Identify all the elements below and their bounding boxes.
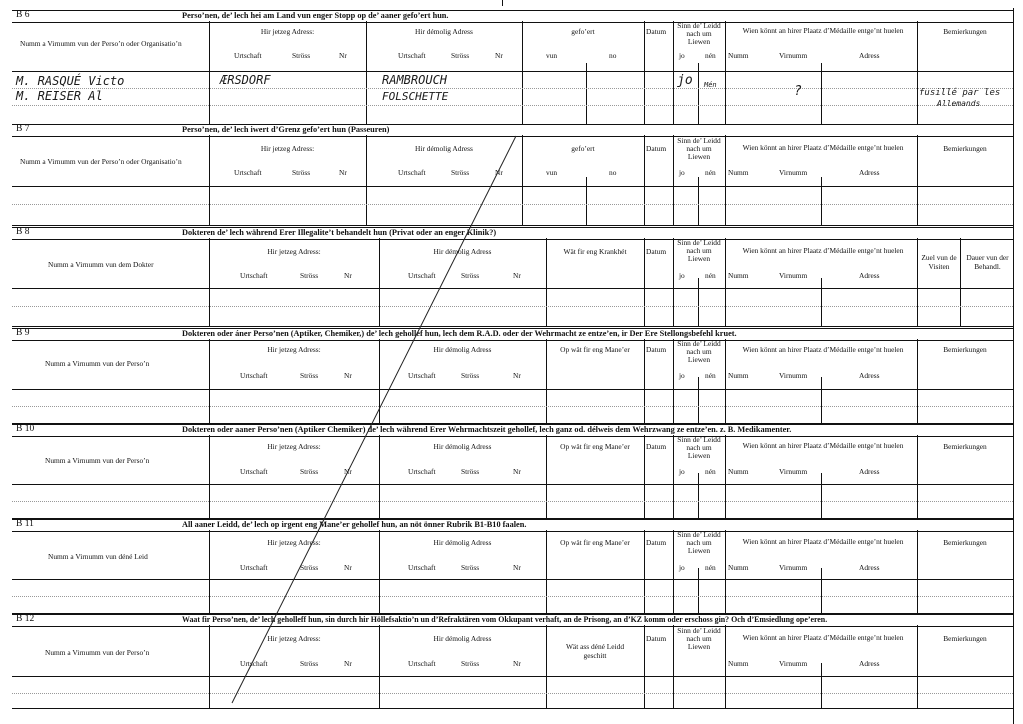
alive-header: Sinn de’ Leidd nach um Liewen bbox=[677, 136, 721, 161]
sub-place: Urtschaft bbox=[240, 467, 268, 476]
sub-place: Urtschaft bbox=[240, 659, 268, 668]
sub-place: Urtschaft bbox=[408, 467, 436, 476]
sub-number: Nr bbox=[344, 563, 352, 572]
current-address-header: Hir jetzeg Adress: bbox=[267, 442, 321, 451]
date-header: Datum bbox=[646, 538, 667, 547]
sub-street: Ströss bbox=[451, 51, 470, 60]
section-code: B 11 bbox=[16, 519, 34, 529]
sub-street: Ströss bbox=[300, 659, 319, 668]
sub-street: Ströss bbox=[292, 51, 311, 60]
handwritten-remark-2: Allemands bbox=[937, 99, 981, 108]
sub-place: Urtschaft bbox=[408, 659, 436, 668]
sub-street: Ströss bbox=[300, 371, 319, 380]
name-column-header: Numm a Virnumm vun der Perso’n bbox=[45, 456, 150, 465]
sub-street: Ströss bbox=[300, 271, 319, 280]
sub-number: Nr bbox=[513, 563, 521, 572]
yes-header: jo bbox=[679, 563, 685, 572]
current-address-header: Hir jetzeg Adress: bbox=[267, 247, 321, 256]
table-frame bbox=[12, 339, 1013, 424]
date-header: Datum bbox=[646, 27, 667, 36]
sub-number: Nr bbox=[495, 168, 503, 177]
current-address-header: Hir jetzeg Adress: bbox=[267, 634, 321, 643]
manner-header: Op wät fir eng Mane’er bbox=[560, 345, 630, 354]
medal-header: Wien könnt an hirer Plaatz d’Médaille entge’nt huelen bbox=[742, 633, 904, 642]
manner-header: Op wät fir eng Mane’er bbox=[560, 442, 630, 451]
table-frame bbox=[12, 530, 1013, 614]
medal-name: Numm bbox=[728, 563, 749, 572]
sub-number: Nr bbox=[513, 467, 521, 476]
current-address-header: Hir jetzeg Adress: bbox=[260, 27, 315, 36]
section-b7 bbox=[12, 124, 1013, 225]
yes-header: jo bbox=[679, 371, 685, 380]
medal-firstname: Virnumm bbox=[779, 659, 808, 668]
alive-header: Sinn de’ Leidd nach um Liewen bbox=[677, 339, 721, 364]
medal-header: Wien könnt an hirer Plaatz d’Médaille entge’nt huelen bbox=[742, 246, 904, 255]
medal-address: Adress bbox=[859, 563, 880, 572]
alive-header: Sinn de’ Leidd nach um Liewen bbox=[677, 238, 721, 263]
remarks-header: Bemierkungen bbox=[943, 27, 987, 36]
medal-address: Adress bbox=[859, 659, 880, 668]
section-title: Perso’nen, de’ lech hei am Land vun enger Stopp op de’ aaner gefo’ert hun. bbox=[182, 11, 449, 20]
no-header: nén bbox=[705, 371, 716, 380]
medal-header: Wien könnt an hirer Plaatz d’Médaille entge’nt huelen bbox=[742, 537, 904, 546]
medal-firstname: Virnumm bbox=[779, 467, 808, 476]
medal-name: Numm bbox=[728, 659, 749, 668]
sub-number: Nr bbox=[344, 271, 352, 280]
sub-number: Nr bbox=[344, 371, 352, 380]
yes-header: jo bbox=[679, 51, 685, 60]
medal-firstname: Virnumm bbox=[779, 51, 808, 60]
table-frame bbox=[12, 21, 1013, 125]
from-header: vun bbox=[546, 168, 558, 177]
medal-firstname: Virnumm bbox=[779, 563, 808, 572]
sub-number: Nr bbox=[339, 168, 347, 177]
sub-street: Ströss bbox=[461, 467, 480, 476]
sub-place: Urtschaft bbox=[398, 168, 426, 177]
what-happened-header: Wät ass déné Leidd geschitt bbox=[565, 642, 625, 660]
section-title: Dokteren de’ lech während Erer Illegalite’t behandelt hun (Privat oder an enger Klinik?) bbox=[182, 228, 497, 237]
sub-place: Urtschaft bbox=[408, 271, 436, 280]
former-address-header: Hir démolig Adress bbox=[433, 442, 492, 451]
medal-name: Numm bbox=[728, 51, 749, 60]
sub-number: Nr bbox=[344, 659, 352, 668]
remarks-header: Bemierkungen bbox=[943, 345, 987, 354]
date-header: Datum bbox=[646, 345, 667, 354]
sub-place: Urtschaft bbox=[240, 371, 268, 380]
sub-number: Nr bbox=[339, 51, 347, 60]
name-column-header: Numm a Virnumm vun déné Leid bbox=[48, 552, 148, 561]
section-code: B 9 bbox=[16, 328, 30, 338]
sub-number: Nr bbox=[513, 659, 521, 668]
current-address-header: Hir jetzeg Adress: bbox=[267, 538, 321, 547]
medal-name: Numm bbox=[728, 271, 749, 280]
alive-header: Sinn de’ Leidd nach um Liewen bbox=[677, 626, 721, 651]
section-code: B 8 bbox=[16, 227, 30, 237]
medal-firstname: Virnumm bbox=[779, 271, 808, 280]
handwritten-remark-1: fusillé par les bbox=[919, 88, 1001, 98]
medal-name: Numm bbox=[728, 467, 749, 476]
page-right-edge bbox=[1013, 8, 1014, 724]
sub-place: Urtschaft bbox=[408, 371, 436, 380]
section-b11 bbox=[12, 519, 1013, 613]
handwritten-former-place-1: RAMBROUCH bbox=[382, 73, 448, 87]
sub-street: Ströss bbox=[451, 168, 470, 177]
section-code: B 10 bbox=[16, 424, 35, 434]
no-header: nén bbox=[705, 168, 716, 177]
from-header: vun bbox=[546, 51, 558, 60]
section-code: B 12 bbox=[16, 614, 35, 624]
name-column-header: Numm a Virnumm vun der Perso’n bbox=[45, 648, 150, 657]
handwritten-medal-mark: ? bbox=[794, 84, 802, 99]
sub-place: Urtschaft bbox=[408, 563, 436, 572]
section-b12 bbox=[12, 614, 1013, 708]
medal-header: Wien könnt an hirer Plaatz d’Médaille entge’nt huelen bbox=[742, 345, 904, 354]
medal-header: Wien könnt an hirer Plaatz d’Médaille entge’nt huelen bbox=[742, 143, 904, 152]
medal-address: Adress bbox=[859, 371, 880, 380]
medal-firstname: Virnumm bbox=[779, 168, 808, 177]
sub-street: Ströss bbox=[300, 467, 319, 476]
illness-header: Wät fir eng Krankhét bbox=[563, 247, 627, 256]
to-header: no bbox=[609, 168, 617, 177]
handwritten-alive-yes: jo bbox=[677, 73, 693, 88]
remarks-header: Bemierkungen bbox=[943, 144, 987, 153]
former-address-header: Hir démolig Adress bbox=[433, 345, 492, 354]
remarks-header: Bemierkungen bbox=[943, 634, 987, 643]
section-code: B 6 bbox=[16, 10, 30, 20]
table-frame bbox=[12, 135, 1013, 226]
former-address-header: Hir démolig Adress bbox=[415, 27, 473, 36]
table-frame bbox=[12, 435, 1013, 519]
section-b8 bbox=[12, 227, 1013, 326]
section-b9 bbox=[12, 328, 1013, 423]
alive-header: Sinn de’ Leidd nach um Liewen bbox=[677, 435, 721, 460]
alive-header: Sinn de’ Leidd nach um Liewen bbox=[677, 21, 721, 46]
section-b10 bbox=[12, 424, 1013, 518]
sub-street: Ströss bbox=[461, 659, 480, 668]
no-header: nén bbox=[705, 51, 716, 60]
medal-header: Wien könnt an hirer Plaatz d’Médaille entge’nt huelen bbox=[742, 26, 904, 35]
no-header: nén bbox=[705, 271, 716, 280]
sub-number: Nr bbox=[495, 51, 503, 60]
duration-header: Dauer vun der Behandl. bbox=[966, 253, 1009, 271]
section-title: Perso’nen, de’ lech iwert d’Grenz gefo’ert hun (Passeuren) bbox=[182, 125, 390, 134]
yes-header: jo bbox=[679, 168, 685, 177]
former-address-header: Hir démolig Adress bbox=[433, 538, 492, 547]
section-b6 bbox=[12, 10, 1013, 124]
former-address-header: Hir démolig Adress bbox=[433, 247, 492, 256]
sub-place: Urtschaft bbox=[240, 563, 268, 572]
medal-address: Adress bbox=[859, 271, 880, 280]
handwritten-current-place: ÆRSDORF bbox=[220, 73, 271, 87]
table-frame bbox=[12, 625, 1013, 709]
medal-header: Wien könnt an hirer Plaatz d’Médaille entge’nt huelen bbox=[742, 441, 904, 450]
medal-name: Numm bbox=[728, 371, 749, 380]
sub-street: Ströss bbox=[300, 563, 319, 572]
section-title: Dokteren oder áner Perso’nen (Aptiker, Chemiker,) de’ lech gehollef hun, lech dem R.A.D. oder der Wehrmacht ze entze’en, ir Der Ere Stellongsbefehl kruet. bbox=[182, 329, 737, 338]
medal-address: Adress bbox=[859, 467, 880, 476]
manner-header: Op wät fir eng Mane’er bbox=[560, 538, 630, 547]
section-title: Dokteren oder aaner Perso’nen (Aptiker Chemiker) de’ lech während Erer Wehrmachtszeit gehollef, lech ganz od. délweis dem Wehrzwang ze entze’en. z. B. Medikamenter. bbox=[182, 425, 792, 434]
sub-place: Urtschaft bbox=[234, 168, 262, 177]
name-column-header: Numm a Virnumm vun dem Dokter bbox=[48, 260, 154, 269]
transported-header: gefo’ert bbox=[571, 27, 595, 36]
handwritten-alive-no: Mén bbox=[704, 81, 717, 89]
medal-firstname: Virnumm bbox=[779, 371, 808, 380]
sub-street: Ströss bbox=[461, 563, 480, 572]
handwritten-former-place-2: FOLSCHETTE bbox=[382, 90, 449, 103]
yes-header: jo bbox=[679, 271, 685, 280]
sub-place: Urtschaft bbox=[398, 51, 426, 60]
no-header: nén bbox=[705, 467, 716, 476]
yes-header: jo bbox=[679, 467, 685, 476]
name-column-header: Numm a Virnumm vun der Perso’n oder Organisatio’n bbox=[20, 39, 182, 48]
no-header: nén bbox=[705, 563, 716, 572]
handwritten-name-1: M. RASQUÉ Victo bbox=[16, 74, 125, 88]
section-title: All aaner Leidd, de’ lech op irgent eng Mane’er gehollef hun, an nöt önner Rubrik B1-B10 faalen. bbox=[182, 520, 527, 529]
alive-header: Sinn de’ Leidd nach um Liewen bbox=[677, 530, 721, 555]
name-column-header: Numm a Virnumm vun der Perso’n bbox=[45, 359, 150, 368]
remarks-header: Bemierkungen bbox=[943, 442, 987, 451]
former-address-header: Hir démolig Adress bbox=[415, 144, 473, 153]
sub-number: Nr bbox=[513, 371, 521, 380]
sub-place: Urtschaft bbox=[234, 51, 262, 60]
sub-number: Nr bbox=[344, 467, 352, 476]
remarks-header: Bemierkungen bbox=[943, 538, 987, 547]
handwritten-name-2: M. REISER Al bbox=[16, 89, 103, 103]
transported-header: gefo’ert bbox=[571, 144, 595, 153]
sub-street: Ströss bbox=[292, 168, 311, 177]
date-header: Datum bbox=[646, 442, 667, 451]
sub-street: Ströss bbox=[461, 371, 480, 380]
sub-street: Ströss bbox=[461, 271, 480, 280]
sub-place: Urtschaft bbox=[240, 271, 268, 280]
sub-number: Nr bbox=[513, 271, 521, 280]
medal-address: Adress bbox=[859, 51, 880, 60]
to-header: no bbox=[609, 51, 617, 60]
date-header: Datum bbox=[646, 634, 667, 643]
current-address-header: Hir jetzeg Adress: bbox=[260, 144, 315, 153]
former-address-header: Hir démolig Adress bbox=[433, 634, 492, 643]
date-header: Datum bbox=[646, 247, 667, 256]
visits-header: Zuel vun de Visiten bbox=[921, 253, 957, 271]
section-code: B 7 bbox=[16, 124, 30, 134]
current-address-header: Hir jetzeg Adress: bbox=[267, 345, 321, 354]
name-column-header: Numm a Virnumm vun der Perso’n oder Organisatio’n bbox=[20, 157, 182, 166]
medal-name: Numm bbox=[728, 168, 749, 177]
page-top-marker bbox=[502, 0, 503, 6]
medal-address: Adress bbox=[859, 168, 880, 177]
table-frame bbox=[12, 238, 1013, 327]
section-title: Waat fir Perso’nen, de’ lech geholleff hun, sin durch hir Höllefsaktio’n un d’Refraktären vom Okkupant verhaft, an de Prisong, an d’KZ komm oder erschoss gin? Och d’Emsiedlung ope’eren. bbox=[182, 615, 828, 624]
date-header: Datum bbox=[646, 144, 667, 153]
